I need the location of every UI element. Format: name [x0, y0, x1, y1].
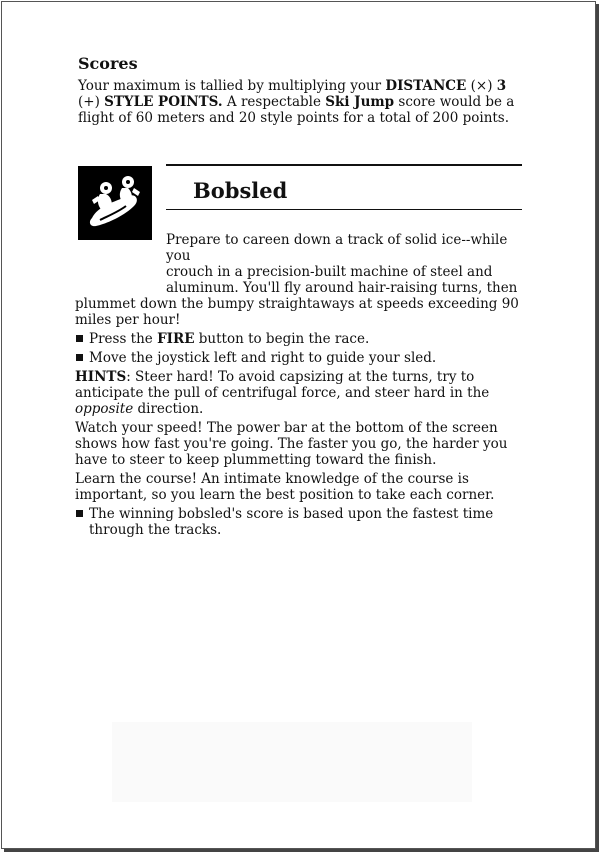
- hints-paragraph: HINTS: Steer hard! To avoid capsizing at the turns, try to anticipate the pull of centrifugal force, and steer hard in the opposite direction.: [75, 369, 490, 417]
- list-item: Press the FIRE button to begin the race.: [75, 331, 530, 347]
- bullet-square-icon: [76, 510, 83, 517]
- list-item: The winning bobsled's score is based upon the fastest time through the tracks.: [75, 506, 530, 538]
- course-paragraph: Learn the course! An intimate knowledge of the course is important, so you learn the best position to take each corner.: [75, 471, 495, 503]
- scores-paragraph: Your maximum is tallied by multiplying your DISTANCE (×) 3 (+) STYLE POINTS. A respectable Ski Jump score would be a flight of 60 meters and 20 style points for a total of 200 points.: [78, 78, 515, 126]
- section-rule-bottom: [166, 209, 522, 210]
- section-rule-top: [166, 164, 522, 166]
- bullet-square-icon: [76, 335, 83, 342]
- bullet-square-icon: [76, 354, 83, 361]
- faint-bleed-through: [112, 722, 472, 802]
- speed-paragraph: Watch your speed! The power bar at the bottom of the screen shows how fast you're going. The faster you go, the harder you have to steer to keep plummetting toward the finish.: [75, 420, 508, 468]
- scores-heading: Scores: [78, 54, 138, 73]
- list-item: Move the joystick left and right to guide your sled.: [75, 350, 530, 366]
- bobsled-intro: Prepare to careen down a track of solid ice--while you crouch in a precision-built machine of steel and aluminum. You'll fly around hair-raising turns, then plummet down the bumpy straightaways at speeds exceeding 90 miles per hour!: [75, 232, 519, 328]
- bobsled-riders-icon: [78, 166, 152, 240]
- bobsled-body: [75, 232, 530, 541]
- bobsled-heading: Bobsled: [193, 178, 288, 203]
